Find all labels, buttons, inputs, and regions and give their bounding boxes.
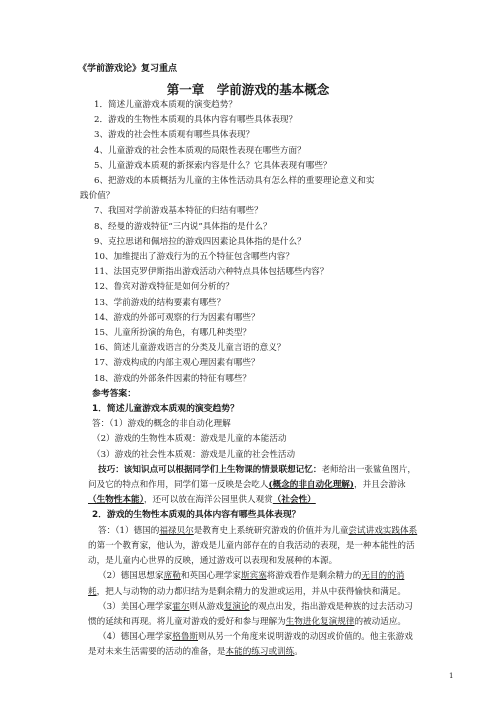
memory-tip: 技巧：该知识点可以根据同学们上生物课的情景联想记忆：老师给出一张鲨鱼图片，问及它的特点和作用，同学们第一反映是会吃人(概念的非自动化理解)，并且会游泳（生物性本能），还可以放在海洋公园里供人观赏（社会性）	[88, 464, 416, 506]
question-item: 7、我国对学前游戏基本特征的归结有哪些？	[94, 206, 263, 217]
question-list	[80, 98, 418, 387]
answer-question-1: 1．简述儿童游戏本质观的演变趋势？	[92, 404, 239, 415]
question-item: 15、儿童所扮演的角色，有哪几种类型？	[94, 328, 252, 339]
document-header: 《学前游戏论》复习重点	[78, 64, 178, 74]
question-item: 3、游戏的社会性本质观有哪些具体表现？	[94, 130, 255, 141]
answer-paragraph: 答：（1）德国的福禄贝尔是教育史上系统研究游戏的价值并为儿童尝试讲戏实践体系的第一个教育家，他认为，游戏是儿童内部存在的自我活动的表现，是一种本能性的活动，是儿童内心世界的反映，通过游戏可以表现和发展种的本源。	[88, 525, 418, 567]
question-item: 18、游戏的外部条件因素的特征有哪些？	[94, 373, 252, 384]
question-item: 9、克拉思诺和佩培拉的游戏四因素论具体指的是什么？	[94, 236, 306, 247]
answer-paragraph: （4）德国心理学家格鲁斯则从另一个角度来说明游戏的动因或价值的。他主张游戏是对未来生活需要的活动的准备，是本能的练习或训练。	[88, 632, 413, 658]
question-item: 8、经曼的游戏特征“三内说”具体指的是什么？	[94, 221, 272, 232]
answer-line: 答：（1）游戏的概念的非自动化理解	[92, 419, 231, 430]
question-item: 13、学前游戏的结构要素有哪些？	[94, 297, 226, 308]
page-number: 1	[449, 672, 454, 680]
question-text: 6、把游戏的本质概括为儿童的主体性活动具有怎么样的重要理论意义和实	[94, 176, 375, 187]
answers-label: 参考答案：	[92, 388, 136, 399]
chapter-title: 第一章 学前游戏的基本概念	[166, 82, 330, 97]
question-continuation: 践价值？	[80, 191, 115, 202]
answer-paragraph: （2）德国思想家席勒和英国心理学家斯宾塞将游戏看作是剩余精力的无目的的消耗，把人与动物的动力都归结为是剩余精力的发泄或运用，并从中获得愉快和满足。	[88, 571, 406, 597]
answer-line: （2）游戏的生物性本质观：游戏是儿童的本能活动	[92, 434, 287, 445]
question-item	[80, 174, 418, 204]
answer-line: （3）游戏的社会性本质观：游戏是儿童的社会性活动	[92, 449, 296, 460]
question-item: 1．简述儿童游戏本质观的演变趋势？	[94, 100, 237, 110]
question-item: 5、儿童游戏本质观的新探索内容是什么？它具体表现有哪些？	[94, 160, 332, 171]
document-body	[80, 98, 418, 661]
question-item: 2．游戏的生物性本质观的具体内容有哪些具体表现？	[94, 115, 298, 126]
question-item: 17、游戏构成的内部主观心理因素有哪些？	[94, 358, 260, 369]
question-item: 10、加维提出了游戏行为的五个特征包含哪些内容？	[94, 252, 294, 263]
question-item: 16、简述儿童游戏语言的分类及儿童言语的意义？	[94, 343, 286, 354]
answer-question-2: 2．游戏的生物性本质观的具体内容有哪些具体表现？	[92, 510, 301, 521]
question-item: 14、游戏的外部可观察的行为因素有哪些？	[94, 312, 260, 323]
question-item: 4、儿童游戏的社会性本质观的局限性表现在哪些方面？	[94, 145, 306, 156]
answer-paragraph: （3）美国心理学家霍尔则从游戏复演论的观点出发，指出游戏是种族的过去活动习惯的延续和再现。将儿童对游戏的爱好和参与理解为生物进化复演规律的被动适应。	[88, 601, 413, 627]
question-item: 12、鲁宾对游戏特征是如何分析的？	[94, 282, 234, 293]
question-item: 11、法国克罗伊斯指出游戏活动六种特点具体包括哪些内容？	[94, 267, 329, 278]
